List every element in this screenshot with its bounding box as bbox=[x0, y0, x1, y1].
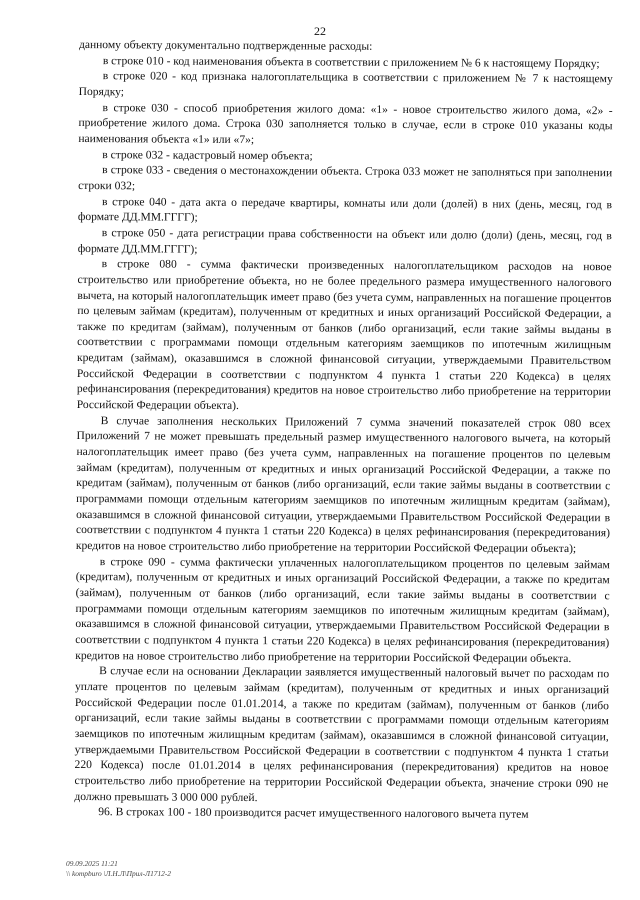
paragraph: данному объекту документально подтвержденные расходы: bbox=[78, 38, 373, 53]
paragraph: в строке 040 - дата акта о передаче квартиры, комнаты или доли (долей) в них (день, месяц, год в формате ДД.ММ.ГГГГ); bbox=[77, 195, 613, 224]
paragraph: 96. В строках 100 - 180 производится расчет имущественного налогового вычета путем bbox=[98, 806, 529, 821]
page-number: 22 bbox=[314, 24, 326, 38]
paragraph: в строке 010 - код наименования объекта в соответствии с приложением № 6 к настоящему Порядку; bbox=[102, 54, 600, 70]
paragraph: в строке 050 - дата регистрации права собственности на объект или долю (доли) (день, месяц, год в формате ДД.ММ.ГГГГ); bbox=[77, 227, 612, 256]
paragraph: В случае если на основании Декларации заявляется имущественный налоговый вычет по расходам по уплате процентов по целевым займам (кредитам), полученным от кредитных и иных организаций Российской Федерации после 01.01.2014, а также по кредитам (займам), полученным от банков (либо организаций, если такие займы выданы в соответствии с программами помощи отдельным категориям заемщиков по ипотечным жилищным кредитам (займам), оказавшимся в сложной финансовой ситуации, утверждаемыми Правительством Российской Федерации в соответствии с подпунктом 4 пункта 1 статьи 220 Кодекса) после 01.01.2014 в целях рефинансирования (перекредитования) кредитов на новое строительство либо приобретение на территории Российской Федерации объекта, значение строки 090 не должно превышать 3 000 000 рублей. bbox=[74, 665, 610, 804]
footer-timestamp: 09.09.2025 11:21 bbox=[66, 859, 118, 868]
paragraph: в строке 020 - код признака налогоплательщика в соответствии с приложением № 7 к настоящему Порядку; bbox=[78, 70, 613, 99]
paragraph: в строке 033 - сведения о местонахождении объекта. Строка 033 может не заполняться при заполнении строки 032; bbox=[78, 164, 613, 193]
page-footer bbox=[66, 859, 171, 879]
paragraph: в строке 030 - способ приобретения жилого дома: «1» - новое строительство жилого дома, «2» - приобретение жилого дома. Строка 030 заполняется только в случае, если в строке 010 указаны коды наименования объекта «1» или «7»; bbox=[78, 101, 613, 147]
paragraph: в строке 090 - сумма фактически уплаченных налогоплательщиком процентов по целевым займам (кредитам), полученным от кредитных и иных организаций Российской Федерации, а также по кредитам (займам), полученным от банков (либо организаций, если такие займы выданы в соответствии с программами помощи отдельным категориям заемщиков по ипотечным жилищным кредитам (займам), оказавшимся в сложной финансовой ситуации, утверждаемыми Правительством Российской Федерации в соответствии с подпунктом 4 пункта 1 статьи 220 Кодекса) в целях рефинансирования (перекредитования) кредитов на новое строительство либо приобретение на территории Российской Федерации объекта. bbox=[75, 555, 610, 665]
paragraph: В случае заполнения нескольких Приложений 7 сумма значений показателей строк 080 всех Приложений 7 не может превышать предельный размер имущественного налогового вычета, на который налогоплательщик имеет право (без учета сумм, направленных на погашение процентов по целевым займам (кредитам), полученным от кредитных и иных организаций Российской Федерации, а также по кредитам (займам), полученным от банков (либо организаций, если такие займы выданы в соответствии с программами помощи отдельным категориям заемщиков по ипотечным жилищным кредитам (займам), оказавшимся в сложной финансовой ситуации, утверждаемыми Правительством Российской Федерации в соответствии с подпунктом 4 пункта 1 статьи 220 Кодекса) в целях рефинансирования (перекредитования) кредитов на новое строительство либо приобретение на территории Российской Федерации объекта); bbox=[75, 414, 611, 556]
paragraph: в строке 032 - кадастровый номер объекта; bbox=[102, 148, 313, 163]
footer-document-reference: \\ kompburo \Л.Н.Л\Прил-Л1712-2 bbox=[66, 869, 172, 878]
paragraph: в строке 080 - сумма фактически произведенных налогоплательщиком расходов на новое строительство или приобретение объекта, но не более предельного размера имущественного налогового вычета, на который налогоплательщик имеет право (без учета сумм, направленных на погашение процентов по целевым займам (кредитам), полученным от кредитных и иных организаций Российской Федерации, а также по кредитам (займам), полученным от банков (либо организаций, если такие займы выданы в соответствии с программами помощи отдельным категориям заемщиков по ипотечным жилищным кредитам (займам), оказавшимся в сложной финансовой ситуации, утверждаемыми Правительством Российской Федерации в соответствии с подпунктом 4 пункта 1 статьи 220 Кодекса) в целях рефинансирования (перекредитования) кредитов на новое строительство либо приобретение на территории Российской Федерации объекта). bbox=[76, 258, 612, 413]
document-body bbox=[74, 38, 613, 824]
